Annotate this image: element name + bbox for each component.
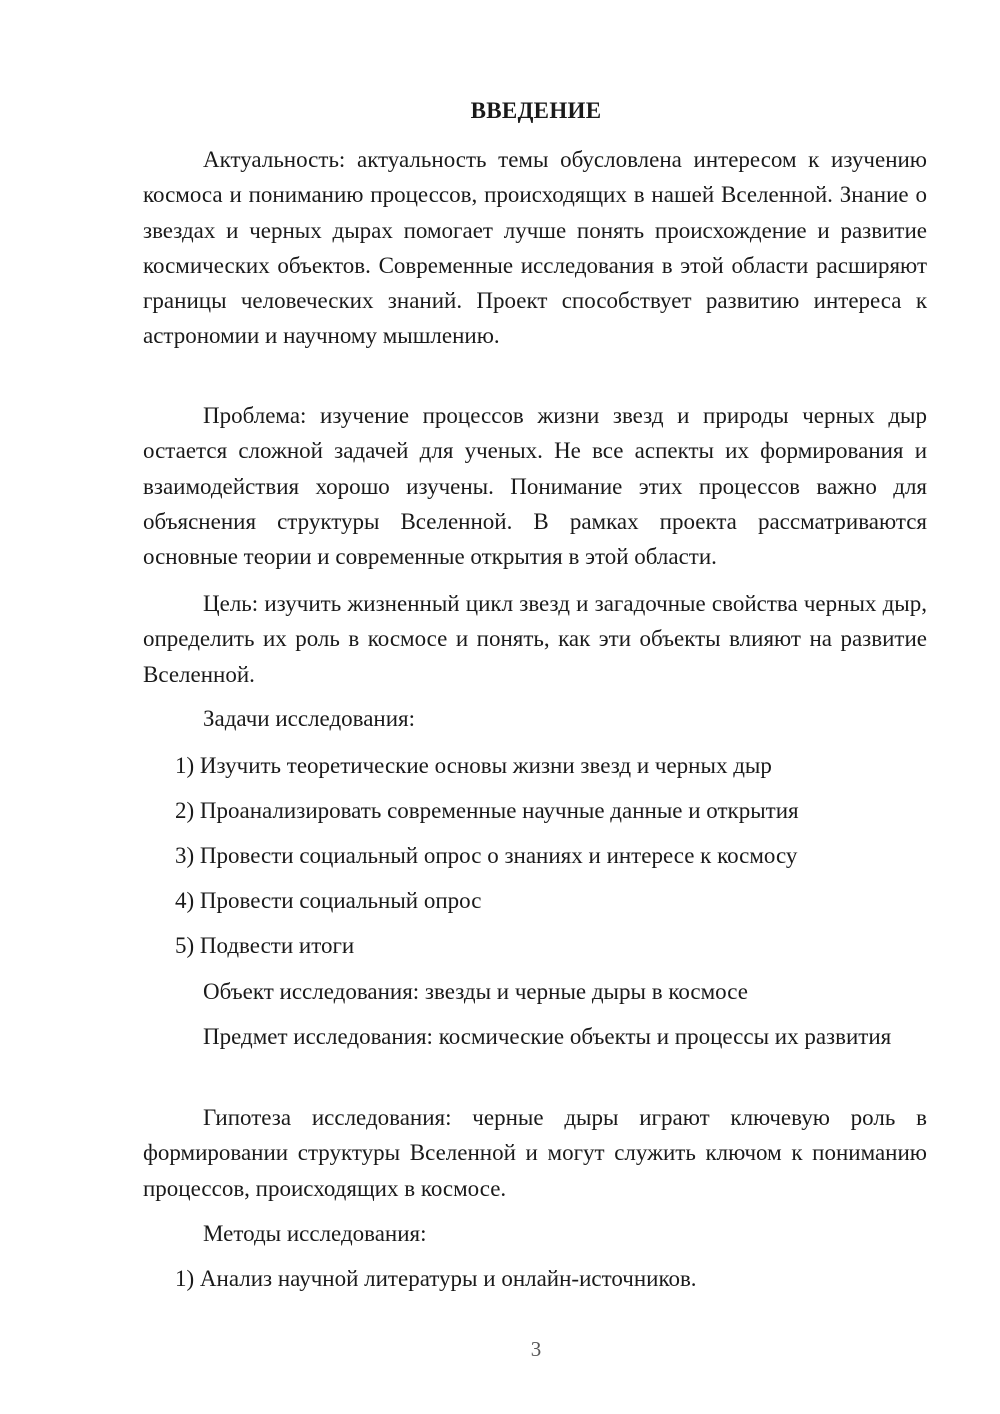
- task-item: 3) Провести социальный опрос о знаниях и интересе к космосу: [175, 843, 798, 868]
- problem-paragraph: Проблема: изучение процессов жизни звезд и природы черных дыр остается сложной задачей для ученых. Не все аспекты их формирования и взаимодействия хорошо изучены. Понимание этих процессов важно для объяснения структуры Вселенной. В рамках проекта рассматриваются основные теории и современные открытия в этой области.: [143, 403, 927, 570]
- task-item: 1) Изучить теоретические основы жизни звезд и черных дыр: [175, 753, 772, 778]
- hypothesis-paragraph: Гипотеза исследования: черные дыры играют ключевую роль в формировании структуры Вселенной и могут служить ключом к пониманию процессов, происходящих в космосе.: [143, 1105, 927, 1201]
- page-number: 3: [530, 1337, 542, 1361]
- method-item: 1) Анализ научной литературы и онлайн-источников.: [175, 1266, 697, 1291]
- relevance-paragraph: Актуальность: актуальность темы обусловлена интересом к изучению космоса и пониманию процессов, происходящих в нашей Вселенной. Знание о звездах и черных дырах помогает лучше понять происхождение и развитие космических объектов. Современные исследования в этой области расширяют границы человеческих знаний. Проект способствует развитию интереса к астрономии и научному мышлению.: [143, 147, 927, 349]
- goal-paragraph: Цель: изучить жизненный цикл звезд и загадочные свойства черных дыр, определить их роль в космосе и понять, как эти объекты влияют на развитие Вселенной.: [143, 591, 927, 687]
- subject-paragraph: Предмет исследования: космические объекты и процессы их развития: [203, 1024, 892, 1049]
- methods-heading: Методы исследования:: [203, 1221, 427, 1246]
- task-item: 5) Подвести итоги: [175, 933, 355, 958]
- task-item: 4) Провести социальный опрос: [175, 888, 482, 913]
- section-title: ВВЕДЕНИЕ: [470, 98, 602, 123]
- task-item: 2) Проанализировать современные научные данные и открытия: [175, 798, 799, 823]
- object-line: Объект исследования: звезды и черные дыры в космосе: [203, 979, 748, 1004]
- tasks-heading: Задачи исследования:: [203, 706, 416, 731]
